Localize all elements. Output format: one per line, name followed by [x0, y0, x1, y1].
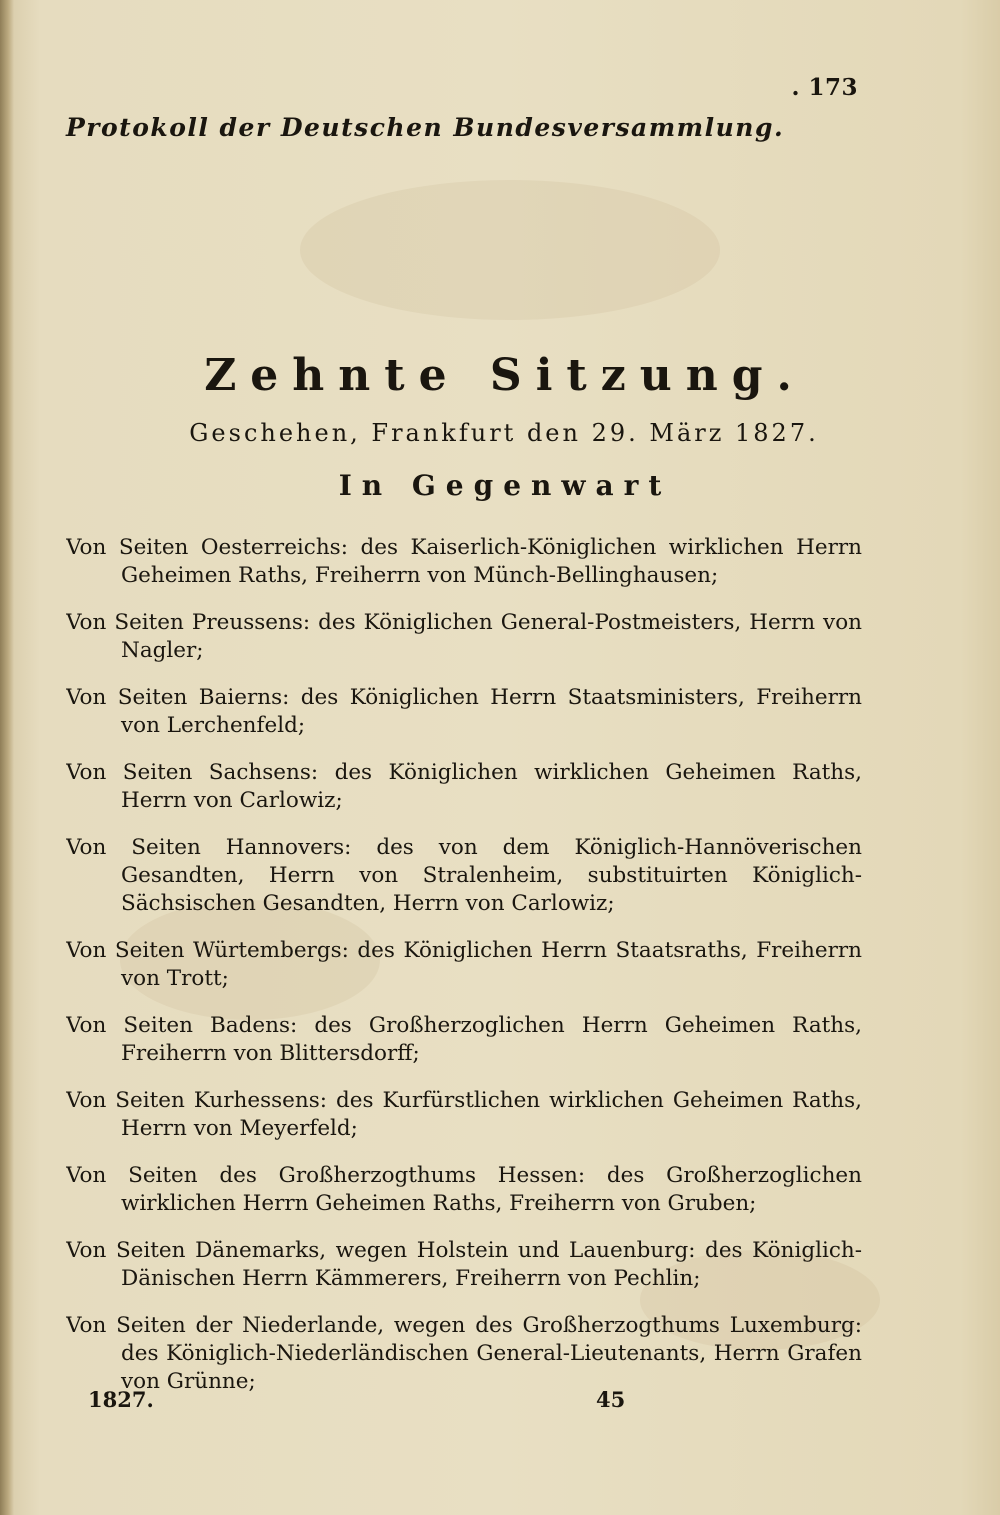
running-title: Protokoll der Deutschen Bundesversammlung. [66, 113, 785, 142]
delegate-entry-hanover: Von Seiten Hannovers: des von dem Königlich-Hannöverischen Gesandten, Herrn von Stralenheim, substituirten Königlich-Sächsischen Gesandten, Herrn von Carlowiz; [66, 835, 862, 916]
footer-year: 1827. [88, 1387, 154, 1412]
delegate-entry-saxony: Von Seiten Sachsens: des Königlichen wirklichen Geheimen Raths, Herrn von Carlowiz; [66, 760, 862, 813]
binding-edge [0, 0, 14, 1515]
delegate-entry-grand-duchy-hesse: Von Seiten des Großherzogthums Hessen: des Großherzoglichen wirklichen Herrn Geheimen Raths, Freiherrn von Gruben; [66, 1163, 862, 1216]
session-title: Zehnte Sitzung. [204, 350, 806, 401]
delegate-entry-baden: Von Seiten Badens: des Großherzoglichen Herrn Geheimen Raths, Freiherrn von Blittersdorff; [66, 1013, 862, 1066]
delegate-entry-prussia: Von Seiten Preussens: des Königlichen General-Postmeisters, Herrn von Nagler; [66, 610, 862, 663]
paper-stain [300, 180, 720, 320]
delegate-entry-denmark: Von Seiten Dänemarks, wegen Holstein und Lauenburg: des Königlich-Dänischen Herrn Kämmerers, Freiherrn von Pechlin; [66, 1238, 862, 1291]
presence-heading: In Gegenwart [338, 469, 672, 502]
session-date: Geschehen, Frankfurt den 29. März 1827. [189, 419, 819, 447]
delegate-entry-bavaria: Von Seiten Baierns: des Königlichen Herrn Staatsministers, Freiherrn von Lerchenfeld; [66, 685, 862, 738]
page-number: . 173 [791, 74, 858, 101]
delegate-entry-austria: Von Seiten Oesterreichs: des Kaiserlich-Königlichen wirklichen Herrn Geheimen Raths, Freiherrn von Münch-Bellinghausen; [66, 535, 862, 588]
delegate-entry-netherlands: Von Seiten der Niederlande, wegen des Großherzogthums Luxemburg: des Königlich-Niederländischen General-Lieutenants, Herrn Grafen von Grünne; [66, 1313, 862, 1394]
footer-sheet-number: 45 [596, 1387, 626, 1412]
delegate-entry-wurttemberg: Von Seiten Würtembergs: des Königlichen Herrn Staatsraths, Freiherrn von Trott; [66, 938, 862, 991]
delegate-entry-electoral-hesse: Von Seiten Kurhessens: des Kurfürstlichen wirklichen Geheimen Raths, Herrn von Meyerfeld; [66, 1088, 862, 1141]
delegate-list [66, 534, 862, 1415]
